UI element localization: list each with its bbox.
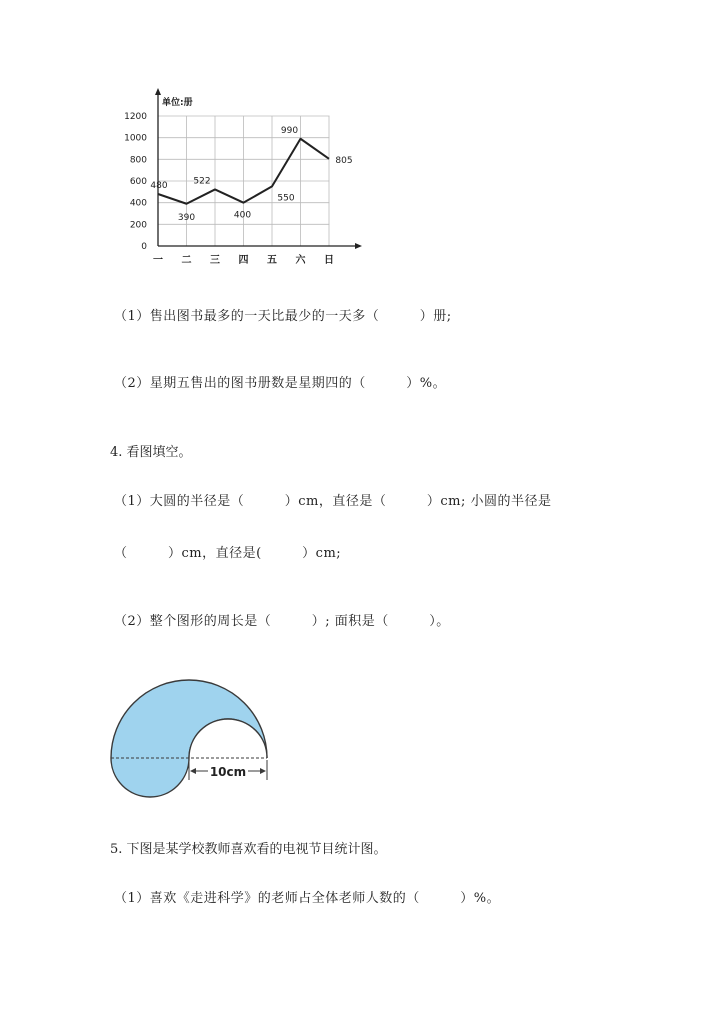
y-tick-label: 1000 <box>124 133 147 144</box>
dimension-label: 10cm <box>209 765 247 779</box>
question-4-1-line-2: （ ）cm，直径是( ）cm; <box>114 546 342 561</box>
question-3-1: （1）售出图书最多的一天比最少的一天多（ ）册; <box>114 309 452 324</box>
x-tick-label: 日 <box>324 255 334 266</box>
section-5-title: 5. 下图是某学校教师喜欢看的电视节目统计图。 <box>110 842 387 857</box>
y-tick-label: 600 <box>129 177 147 187</box>
question-4-2: （2）整个图形的周长是（ ）; 面积是（ ）。 <box>114 614 450 629</box>
y-axis-arrow <box>155 88 161 95</box>
chart-grid <box>158 116 330 246</box>
unit-label: 单位:册 <box>162 98 193 108</box>
book-sales-line-chart <box>110 85 370 270</box>
dimension-arrow-left <box>190 768 196 774</box>
x-tick-label: 五 <box>267 255 277 266</box>
y-tick-label: 1200 <box>124 112 147 122</box>
x-tick-label: 二 <box>181 255 192 266</box>
x-tick-label: 四 <box>238 255 249 266</box>
data-label: 805 <box>335 155 353 166</box>
y-tick-labels <box>124 112 147 252</box>
data-label: 522 <box>193 176 211 187</box>
data-label: 390 <box>177 212 196 223</box>
question-3-2: （2）星期五售出的图书册数是星期四的（ ）%。 <box>114 376 447 391</box>
y-tick-label: 0 <box>141 242 147 252</box>
x-tick-labels <box>153 253 334 266</box>
x-tick-label: 六 <box>295 255 306 266</box>
x-tick-label: 三 <box>210 255 220 266</box>
question-5-1: （1）喜欢《走进科学》的老师占全体老师人数的（ ）%。 <box>114 891 501 906</box>
y-tick-label: 800 <box>129 155 147 166</box>
data-label: 990 <box>280 125 299 136</box>
dimension-arrow-right <box>260 768 266 774</box>
x-axis-arrow <box>355 243 362 249</box>
section-4-title: 4. 看图填空。 <box>110 445 192 460</box>
question-4-1-line-1: （1）大圆的半径是（ ）cm，直径是（ ）cm; 小圆的半径是 <box>114 494 552 509</box>
data-label: 480 <box>150 181 168 191</box>
y-tick-label: 200 <box>129 220 147 231</box>
data-label: 400 <box>233 210 252 221</box>
data-labels <box>150 126 352 223</box>
y-tick-label: 400 <box>129 198 147 209</box>
semicircle-figure <box>104 674 279 806</box>
x-tick-label: 一 <box>153 255 163 266</box>
data-label: 550 <box>277 193 295 204</box>
